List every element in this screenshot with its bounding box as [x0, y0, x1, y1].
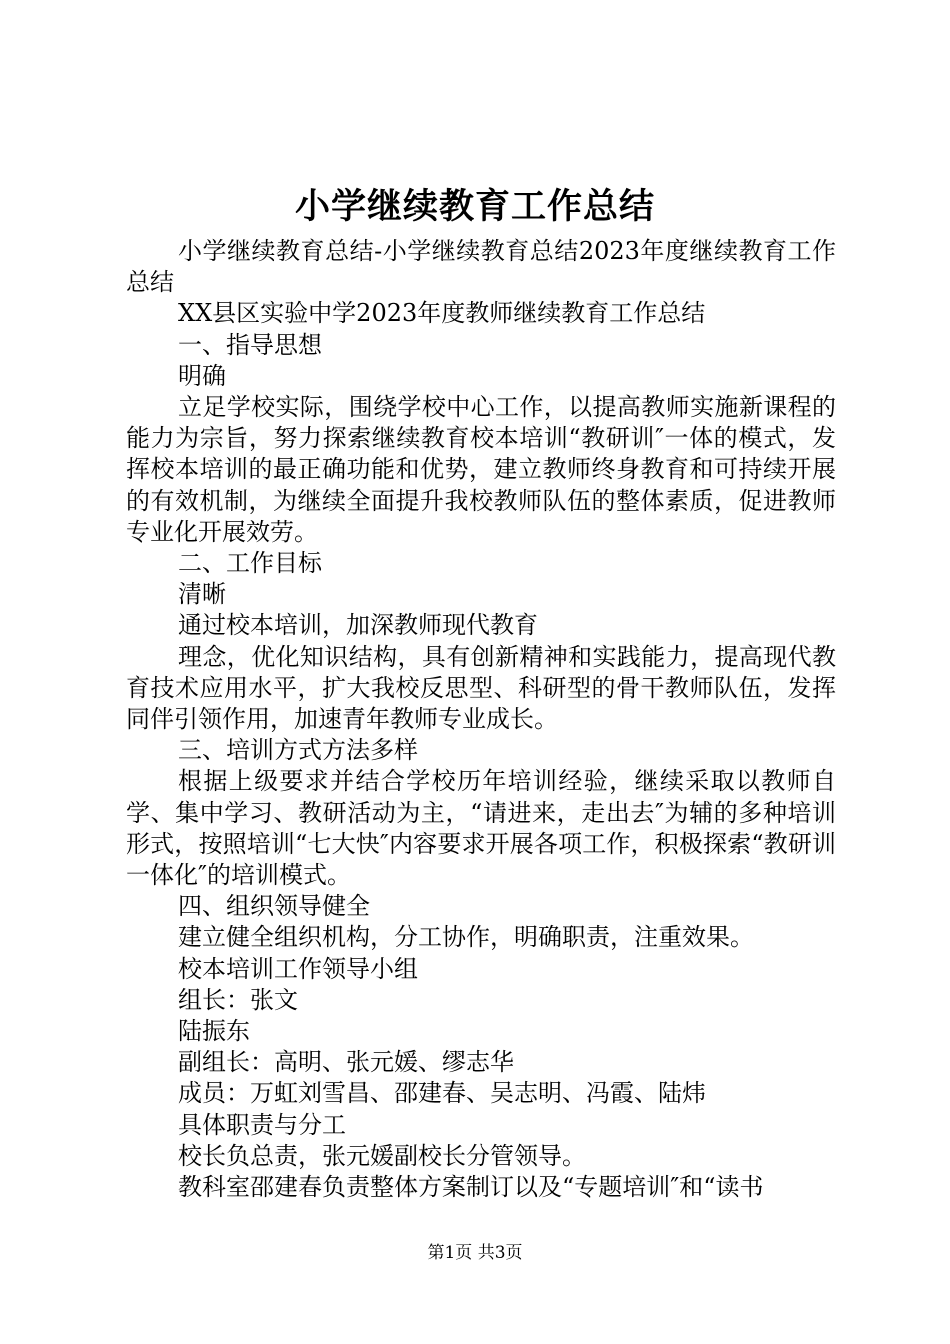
page-footer: 第1页 共3页 — [427, 1243, 523, 1263]
paragraph: 建立健全组织机构，分工协作，明确职责，注重效果。 — [178, 923, 754, 952]
paragraph: 清晰 — [178, 580, 226, 609]
document-title: 小学继续教育工作总结 — [294, 186, 655, 227]
paragraph: 立足学校实际，围绕学校中心工作，以提高教师实施新课程的能力为宗旨，努力探索继续教育校本培训“教研训″一体的模式，发挥校本培训的最正确功能和优势，建立教师终身教育和可持续开展的有效机制，为继续全面提升我校教师队伍的整体素质，促进教师专业化开展效劳。 — [126, 393, 836, 546]
section-heading: 二、工作目标 — [178, 549, 322, 578]
paragraph: 根据上级要求并结合学校历年培训经验，继续采取以教师自学、集中学习、教研活动为主，“请进来，走出去″为辅的多种培训形式，按照培训“七大快″内容要求开展各项工作，积极探索“教研训一体化″的培训模式。 — [126, 767, 836, 890]
paragraph: 组长：张文 — [178, 985, 298, 1014]
paragraph: 校长负总责，张元媛副校长分管领导。 — [178, 1141, 586, 1170]
paragraph: 成员：万虹刘雪昌、邵建春、吴志明、冯霞、陆炜 — [178, 1079, 706, 1108]
paragraph: 理念，优化知识结构，具有创新精神和实践能力，提高现代教育技术应用水平，扩大我校反思型、科研型的骨干教师队伍，发挥同伴引领作用，加速青年教师专业成长。 — [126, 642, 836, 734]
paragraph: 教科室邵建春负责整体方案制订以及“专题培训″和“读书 — [178, 1173, 764, 1202]
paragraph: 陆振东 — [178, 1017, 250, 1046]
paragraph: 通过校本培训，加深教师现代教育 — [178, 611, 538, 640]
document-body — [126, 236, 836, 1203]
paragraph: 校本培训工作领导小组 — [178, 954, 418, 983]
section-heading: 四、组织领导健全 — [178, 892, 370, 921]
paragraph: 明确 — [178, 361, 226, 390]
section-heading: 三、培训方式方法多样 — [178, 736, 418, 765]
section-heading: 一、指导思想 — [178, 330, 322, 359]
paragraph: 副组长：高明、张元媛、缪志华 — [178, 1048, 514, 1077]
paragraph: 小学继续教育总结-小学继续教育总结2023年度继续教育工作总结 — [126, 237, 836, 297]
paragraph: 具体职责与分工 — [178, 1110, 346, 1139]
paragraph: XX县区实验中学2023年度教师继续教育工作总结 — [178, 299, 706, 328]
